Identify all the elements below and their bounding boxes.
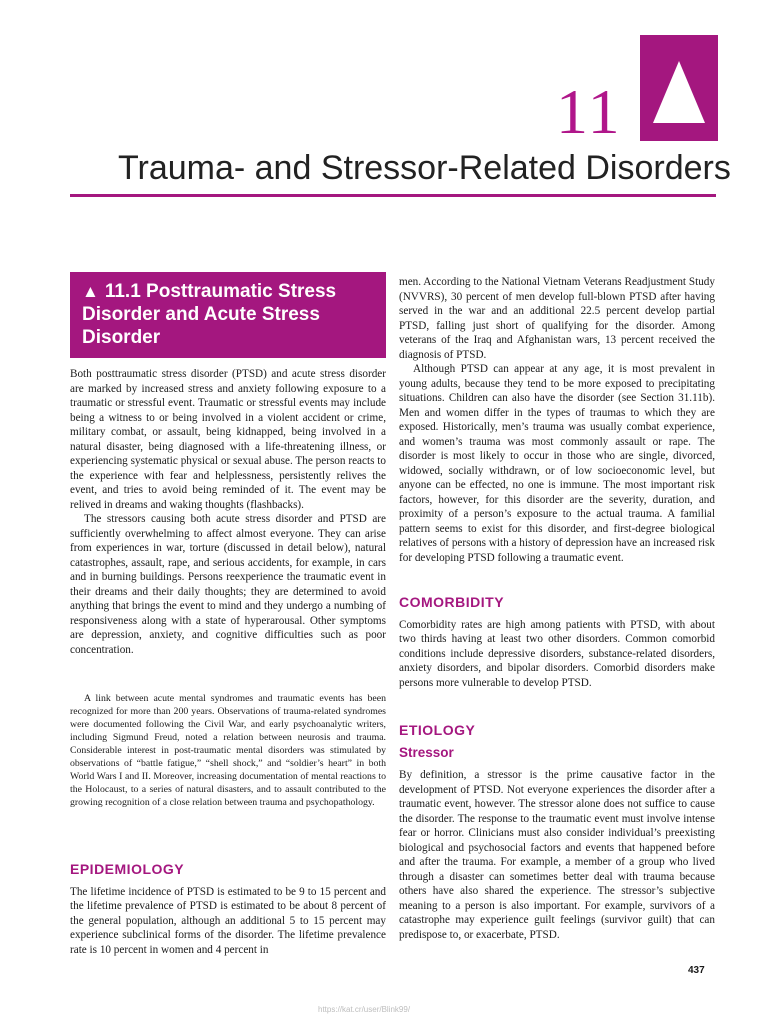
epidemiology-paragraph: The lifetime incidence of PTSD is estimated to be 9 to 15 percent and the lifetime prevalence of PTSD is estimated to be about 8 percent of the general population, although an additional 5 to 15 percent may experience subclinical forms of the disorder. The lifetime prevalence rate is 10 percent in women and 4 percent in xyxy=(70,885,386,956)
chapter-number: 11 xyxy=(556,76,622,147)
history-block xyxy=(70,692,386,809)
intro-paragraph-1: Both posttraumatic stress disorder (PTSD) and acute stress disorder are marked by increased stress and anxiety following exposure to a traumatic or stressful event. Traumatic or stressful events may include being a witness to or being involved in a violent accident or crime, military combat, or assault, being kidnapped, being involved in a natural disaster, being diagnosed with a life-threatening illness, or experiencing systematic physical or sexual abuse. The person reacts to the experience with fear and helplessness, persistently relives the event, and tries to avoid being reminded of it. The event may be relived in dreams and waking thoughts (flashbacks). xyxy=(70,368,386,511)
epidemiology-heading: EPIDEMIOLOGY xyxy=(70,861,185,877)
page-number: 437 xyxy=(688,965,705,976)
comorbidity-paragraph: Comorbidity rates are high among patients with PTSD, with about two thirds having at least two other disorders. Common comorbid conditions include depressive disorders, substance-related disorders, anxiety disorders, and bipolar disorders. Comorbid disorders make persons more vulnerable to develop PTSD. xyxy=(399,618,715,689)
intro-paragraph-2: The stressors causing both acute stress disorder and PTSD are sufficiently overwhelming to affect almost everyone. They can arise from experiences in war, torture (discussed in detail below), natural catastrophes, assault, rape, and serious accidents, for example, in cars and in burning buildings. Persons reexperience the traumatic event in their dreams and their daily thoughts; they are determined to avoid anything that brings the event to mind and they undergo a numbing of responsiveness along with a state of hyperarousal. Other symptoms are depression, anxiety, and cognitive difficulties such as poor concentration. xyxy=(70,513,386,656)
section-marker: ▲ xyxy=(82,282,99,301)
left-column xyxy=(70,367,386,657)
triangle-icon xyxy=(640,35,718,141)
section-title: 11.1 Posttraumatic Stress Disorder and Acute Stress Disorder xyxy=(82,281,337,348)
stressor-heading: Stressor xyxy=(399,744,454,760)
chapter-title: Trauma- and Stressor-Related Disorders xyxy=(118,149,731,187)
history-paragraph: A link between acute mental syndromes and traumatic events has been recognized for more than 200 years. Observations of trauma-related syndromes were documented following the Civil War, and early psychoanalytic writers, including Sigmund Freud, noted a relation between neurosis and trauma. Considerable interest in post-traumatic mental disorders was stimulated by observations of “battle fatigue,” “shell shock,” and “soldier’s heart” in both World Wars I and II. Moreover, increasing documentation of mental reactions to the Holocaust, to a series of natural disasters, and to assault contributed to the growing recognition of a close relation between trauma and psychopathology. xyxy=(70,693,386,808)
section-header xyxy=(70,272,386,358)
watermark: https://kat.cr/user/Blink99/ xyxy=(318,1005,411,1014)
stressor-paragraph: By definition, a stressor is the prime causative factor in the development of PTSD. Not everyone experiences the disorder after a traumatic event, however. The stressor alone does not suffice to cause the disorder. The response to the traumatic event must involve intense fear or horror. Clinicians must also consider individual’s preexisting biological and psychosocial factors and events that happened before and after the trauma. For example, a member of a group who lived through a disaster can sometimes better deal with trauma because others have also shared the experience. The stressor’s subjective meaning to a person is also important. For example, survivors of a catastrophe may experience guilt feelings (survivor guilt) that can predispose to, or exacerbate, PTSD. xyxy=(399,769,715,941)
etiology-heading: ETIOLOGY xyxy=(399,722,476,738)
comorbidity-heading: COMORBIDITY xyxy=(399,594,505,610)
continued-paragraph: men. According to the National Vietnam Veterans Readjustment Study (NVVRS), 30 percent of men develop full-blown PTSD after having served in the war and an additional 22.5 percent develop partial PTSD, falling just short of qualifying for the disorder. Among veterans of the Iraq and Afghanistan wars, 13 percent received the diagnosis of PTSD. xyxy=(399,276,715,361)
etiology-section xyxy=(399,723,715,942)
age-paragraph: Although PTSD can appear at any age, it is most prevalent in young adults, because they tend to be more exposed to precipitating situations. Children can also have the disorder (see Section 31.11b). Men and women differ in the types of traumas to which they are exposed. Historically, men’s trauma was usually combat experience, and women’s trauma was most commonly assault or rape. The disorder is most likely to occur in those who are single, divorced, widowed, socially withdrawn, or of low socioeconomic level, but anyone can be effected, no one is immune. The most important risk factors, however, for this disorder are the severity, duration, and proximity of a person’s exposure to the actual trauma. A familial pattern seems to exist for this disorder, and first-degree biological relatives of persons with a history of depression have an increased risk for developing PTSD following a traumatic event. xyxy=(399,363,715,564)
epidemiology-section xyxy=(70,862,386,957)
title-rule xyxy=(70,194,716,197)
chapter-badge xyxy=(640,35,718,141)
comorbidity-section xyxy=(399,595,715,690)
right-column-top xyxy=(399,275,715,565)
